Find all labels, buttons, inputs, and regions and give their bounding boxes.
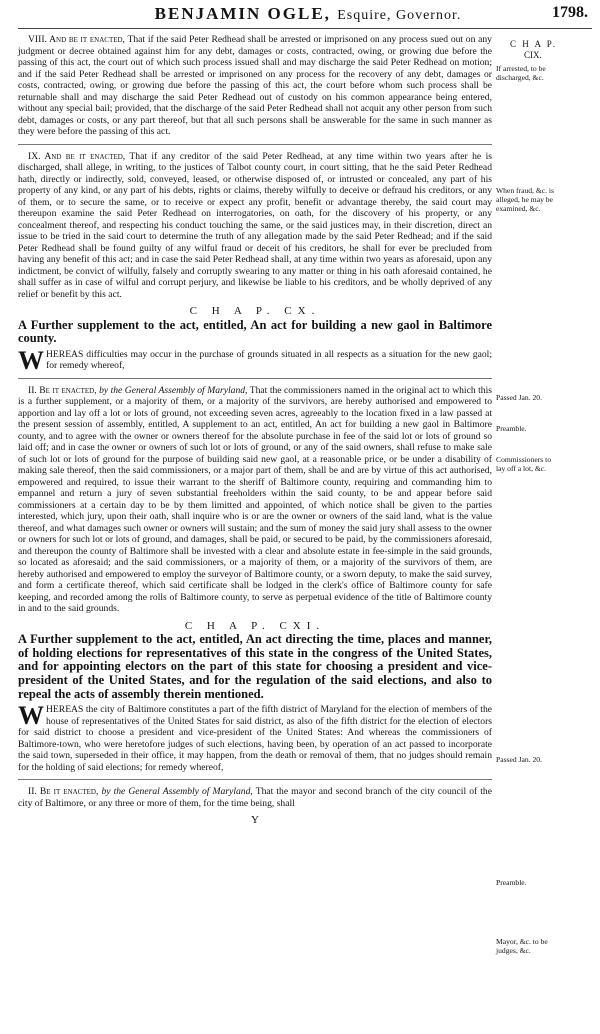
drop-cap: W: [18, 701, 44, 731]
margin-chap: C H A P.: [510, 39, 558, 49]
divider: [18, 779, 492, 780]
drop-cap: W: [18, 345, 44, 375]
act-title-cx: A Further supplement to the act, entitled, An act for building a new gaol in Baltimore county.: [18, 317, 492, 346]
preamble-cxi: [18, 701, 492, 773]
act-title-cxi: A Further supplement to the act, entitled, An act directing the time, places and manner, of holding elections for representatives of this state in the congress of the United States, and for appointing electors on the part of this state for choosing a president and vice-president of the United States, and for the regulation of the said elections, and also to repeal the acts of assembly therein mentioned.: [18, 632, 492, 701]
margin-note-passed-cx: Passed Jan. 20.: [496, 393, 542, 402]
governor-name: BENJAMIN OGLE,: [154, 4, 331, 23]
section-ix: [18, 151, 492, 301]
signature-mark: Y: [251, 814, 259, 827]
governor-title: Esquire, Governor.: [337, 8, 462, 23]
chapter-heading-cx: C H A P. CX.: [189, 305, 321, 317]
preamble-text: HEREAS the city of Baltimore constitutes a part of the fifth district of Maryland for the election of members of the house of representatives of the United States for said district, as also of the fifth district for the election of electors for said district to choose a president and vice-president of the United States: And whereas the commissioners of Baltimore-town, who were heretofore judges of such elections, having been, by operation of an act passed to incorporate the said town, superseded in their office, it may happen, from the death or removal of them, that no judges should remain for the holding of said elections; for remedy whereof,: [18, 704, 492, 773]
margin-note-fraud: When fraud, &c. is alleged, he may be examined, &c.: [496, 186, 554, 213]
running-head: [18, 2, 592, 29]
margin-chapno: CIX.: [524, 50, 542, 60]
section-lead-italic: by the General Assembly of Maryland,: [101, 786, 253, 798]
margin-note-preamble-cx: Preamble.: [496, 424, 527, 433]
section-viii: [18, 34, 492, 138]
section-lead: VIII. And be it enacted,: [28, 34, 125, 45]
section-ii-cx: [18, 385, 492, 615]
page-header-title: [78, 4, 538, 24]
section-lead: II. Be it enacted,: [28, 384, 97, 396]
page-year: 1798.: [552, 4, 588, 21]
section-text: That if any creditor of the said Peter Redhead, at any time within two years after he is discharged, shall allege, in writing, to the justices of Talbot county court, in court sitting, that he the said Peter Redhead hath, directly or indirectly, sold, conveyed, leased, or otherwise disposed of, or intrusted or concealed, any part of his property of any kind, or any part of his debts, rights or claims, thereby wilfully to deceive or defraud his creditors, or any of them, or to secure the same, or to receive or expect any profit, benefit or advantage thereby, the said court may thereupon examine the said Peter Redhead on interrogatories, on oath, for the discovery of his property, or any concealment thereof, and respecting his conduct touching the same, or the said justices may, in their discretion, direct an issue to be tried in the said court to determine the truth of any allegation made by the said Peter Redhead; and if the said Peter Redhead shall be found guilty of any wilful fraud or deceit of his creditors, he shall for ever be precluded from having any benefit of this act; and in case the said Peter Redhead shall, at any time within two years as aforesaid, upon any indictment, be convict of wilfully, falsely and corruptly swearing to any matter or thing in his oath aforesaid contained, he shall suffer as in case of wilful and corrupt perjury, and likewise be liable to his creditors, and be wholly deprived of any relief or benefit by this act.: [18, 150, 492, 300]
divider: [18, 378, 492, 379]
section-text: That the commissioners named in the original act to which this is a further supplement, or a majority of them, or a majority of the survivors, are hereby authorised and empowered to apportion and lay off a lot or lots of ground, not exceeding seven acres, agreeably to the location fixed in a law passed at the present session of assembly, entitled, A supplement to an act, entitled, An act for building a new gaol in Baltimore county, and to agree with the owner or owners thereof for the absolute purchase in fee of the said lot or lots of ground so laid off; and in case the owner or owners of such lot or lots of ground, or any of the said owners, shall refuse to make sale of such lot or lots of ground for the purpose of building said new gaol, at a reasonable price, or be under a disability of making sale thereof, then the said commissioners, or a major part of them, shall be and are by virtue of this act authorised, empowered and required, to issue their warrant to the sheriff of Baltimore county, requiring and commanding him to empannel and return a jury of seven substantial freeholders within the said county, to be and appear before said commissioners at a certain day to be by them limitted and appointed, of which notice shall be given to the parties interested, which jury, upon their oath, shall inquire who is or are the owner or owners of the said land, what is the value thereof, and what damages such owner or owners will sustain; and the sum of money the said jury shall assess to the owner or owners for such lot or lots of ground, and damages, shall be paid, or secured to be paid, by the commissioners aforesaid, and thereupon the county of Baltimore shall be invested with a clear and absolute estate in fee-simple in the said grounds, so located as aforesaid; and the said commissioners, or a majority of them, or a majority of the survivors of them, are hereby authorised and empowered to employ the surveyor of Baltimore county, or a sworn deputy, to make the said survey, and form a certificate thereof, which said certificate shall be lodged in the clerk's office of Baltimore county for safe keeping, and recorded among the rolls of Baltimore county, to serve as perpetual evidence of the title of Baltimore county in and to the said grounds.: [18, 384, 492, 615]
section-text: That if the said Peter Redhead shall be arrested or imprisoned on any process sued out on any judgment or decree obtained against him for any debt, damages or costs, contracted, owing, or growing due before the passing of this act, the court out of which such process issued shall and may discharge the said Peter Redhead on motion; and if the said Peter Redhead shall be arrested or imprisoned on any process for the recovery of any debt, damages or costs, contracted, owing, or growing due before the passing of this act, the court before whom such process shall be returnable shall and may discharge the said Peter Redhead out of custody on his common appearance being entered, without any special bail; provided, that the discharge of the said Peter Redhead shall not acquit any other person from such debt, damages or costs, or any part thereof, but that all such persons shall be answerable for the same in such manner as they were before the passing of this act.: [18, 34, 492, 137]
margin-note-arrested: If arrested, to be discharged, &c.: [496, 64, 546, 82]
section-ii-cxi: [18, 786, 492, 809]
chapter-heading-cxi: C H A P. CXI.: [184, 619, 326, 632]
margin-note-mayor: Mayor, &c. to be judges, &c.: [496, 937, 548, 955]
margin-note-passed-cxi: Passed Jan. 20.: [496, 755, 542, 764]
margin-note-preamble-cxi: Preamble.: [496, 878, 527, 887]
preamble-text: HEREAS difficulties may occur in the purchase of grounds situated in all respects as a situation for the new gaol; for remedy whereof,: [46, 348, 492, 372]
section-lead-italic: by the General Assembly of Maryland,: [99, 384, 248, 396]
preamble-cx: [18, 345, 492, 375]
section-lead: II. Be it enacted,: [28, 786, 99, 798]
section-text: That the mayor and second branch of the city council of the city of Baltimore, or any three or more of them, for the time being, shall: [18, 786, 492, 809]
main-text: [18, 34, 492, 827]
section-lead: IX. And be it enacted,: [28, 150, 126, 162]
divider: [18, 144, 492, 145]
margin-note-commissioners: Commissioners to lay off a lot, &c.: [496, 455, 552, 473]
